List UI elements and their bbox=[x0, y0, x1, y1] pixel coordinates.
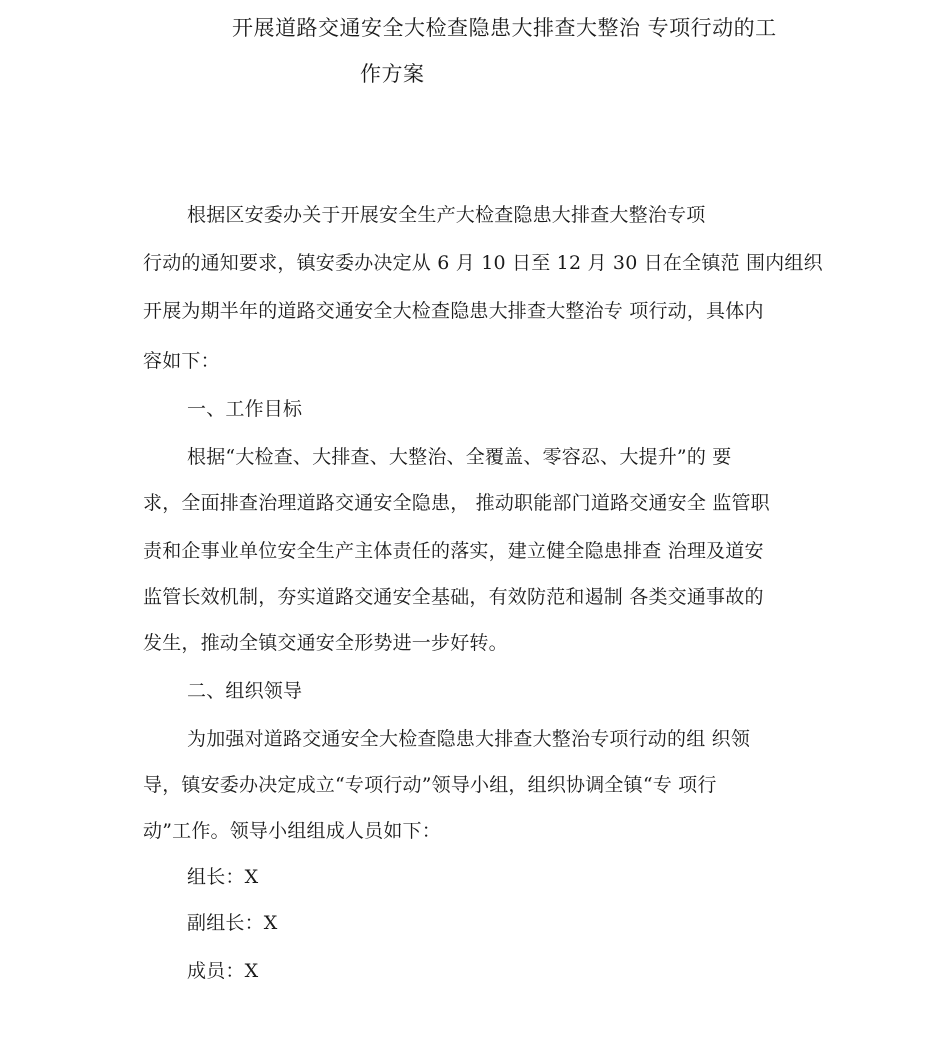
leader-line: 组长：X bbox=[187, 866, 259, 888]
deputy-leader-line: 副组长：X bbox=[187, 912, 278, 934]
members-line: 成员：X bbox=[187, 960, 259, 982]
section-1-line-3: 责和企事业单位安全生产主体责任的落实，建立健全隐患排查 治理及道安 bbox=[143, 540, 764, 562]
section-1-line-1: 根据“大检查、大排查、大整治、全覆盖、零容忍、大提升”的 要 bbox=[187, 446, 732, 468]
intro-line-1: 根据区安委办关于开展安全生产大检查隐患大排查大整治专项 bbox=[187, 204, 706, 226]
intro-line-4: 容如下： bbox=[143, 350, 220, 372]
section-1-line-5: 发生，推动全镇交通安全形势进一步好转。 bbox=[143, 632, 508, 654]
section-1-line-4: 监管长效机制，夯实道路交通安全基础，有效防范和遏制 各类交通事故的 bbox=[143, 586, 764, 608]
intro-line-2: 行动的通知要求，镇安委办决定从 6 月 10 日至 12 月 30 日在全镇范 围内组织 bbox=[143, 252, 823, 274]
section-2-line-2: 导，镇安委办决定成立“专项行动”领导小组，组织协调全镇“专 项行 bbox=[143, 774, 717, 796]
section-1-heading: 一、工作目标 bbox=[187, 398, 303, 420]
section-2-heading: 二、组织领导 bbox=[187, 680, 303, 702]
document-title-line-1: 开展道路交通安全大检查隐患大排查大整治 专项行动的工 bbox=[232, 16, 777, 40]
section-2-line-3: 动”工作。领导小组组成人员如下： bbox=[143, 820, 441, 842]
section-2-line-1: 为加强对道路交通安全大检查隐患大排查大整治专项行动的组 织领 bbox=[187, 728, 751, 750]
section-1-line-2: 求，全面排查治理道路交通安全隐患， 推动职能部门道路交通安全 监管职 bbox=[143, 492, 770, 514]
intro-line-3: 开展为期半年的道路交通安全大检查隐患大排查大整治专 项行动，具体内 bbox=[143, 300, 764, 322]
document-title-line-2: 作方案 bbox=[360, 62, 425, 86]
